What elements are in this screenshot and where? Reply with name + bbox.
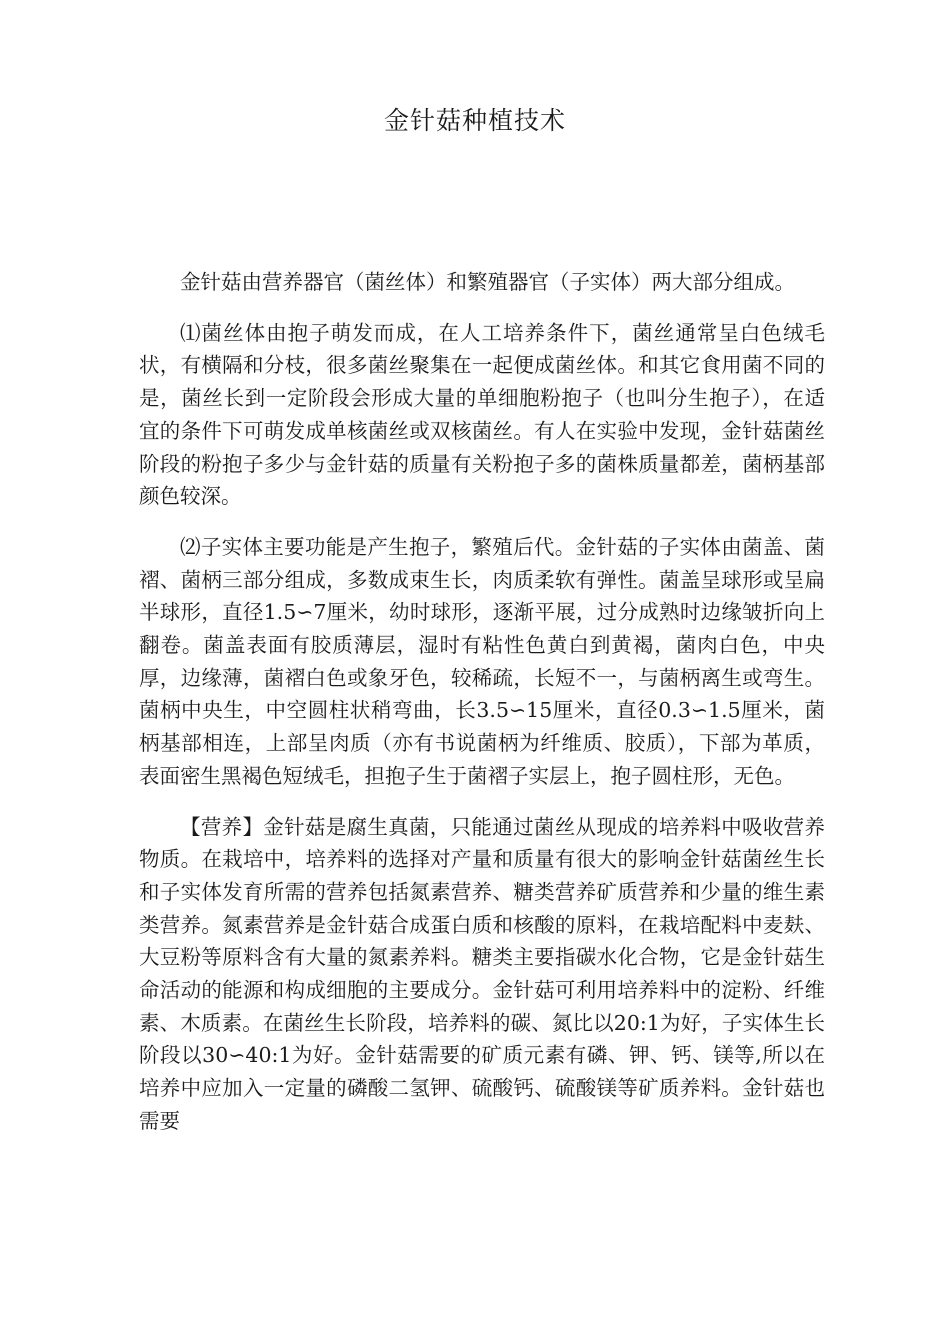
paragraph-mycelium: ⑴菌丝体由抱子萌发而成，在人工培养条件下，菌丝通常呈白色绒毛状，有横隔和分枝，很多菌丝聚集在一起便成菌丝体。和其它食用菌不同的是，菌丝长到一定阶段会形成大量的单细胞粉抱子（也叫分生抱子），在适宜的条件下可萌发成单核菌丝或双核菌丝。有人在实验中发现，金针菇菌丝阶段的粉抱子多少与金针菇的质量有关粉抱子多的菌株质量都差，菌柄基部颜色较深。 xyxy=(139,320,825,509)
paragraph-intro: 金针菇由营养器官（菌丝体）和繁殖器官（子实体）两大部分组成。 xyxy=(180,270,795,294)
paragraph-nutrition: 【营养】金针菇是腐生真菌，只能通过菌丝从现成的培养料中吸收营养物质。在栽培中，培养料的选择对产量和质量有很大的影响金针菇菌丝生长和子实体发育所需的营养包括氮素营养、糖类营养矿质营养和少量的维生素类营养。氮素营养是金针菇合成蛋白质和核酸的原料，在栽培配料中麦麸、大豆粉等原料含有大量的氮素养料。糖类主要指碳水化合物，它是金针菇生命活动的能源和构成细胞的主要成分。金针菇可利用培养料中的淀粉、纤维素、木质素。在菌丝生长阶段，培养料的碳、氮比以20:1为好，子实体生长阶段以30∽40:1为好。金针菇需要的矿质元素有磷、钾、钙、镁等,所以在培养中应加入一定量的磷酸二氢钾、硫酸钙、硫酸镁等矿质养料。金针菇也需要 xyxy=(139,814,825,1133)
document-body xyxy=(139,266,825,1156)
paragraph-fruiting-body: ⑵子实体主要功能是产生抱子，繁殖后代。金针菇的子实体由菌盖、菌褶、菌柄三部分组成，多数成束生长，肉质柔软有弹性。菌盖呈球形或呈扁半球形，直径1.5∽7厘米，幼时球形，逐渐平展，过分成熟时边缘皱折向上翻卷。菌盖表面有胶质薄层，湿时有粘性色黄白到黄褐，菌肉白色，中央厚，边缘薄，菌褶白色或象牙色，较稀疏，长短不一，与菌柄离生或弯生。菌柄中央生，中空圆柱状稍弯曲，长3.5∽15厘米，直径0.3∽1.5厘米，菌柄基部相连，上部呈肉质（亦有书说菌柄为纤维质、胶质），下部为革质，表面密生黑褐色短绒毛，担抱子生于菌褶子实层上，抱子圆柱形，无色。 xyxy=(139,534,825,788)
document-title: 金针菇种植技术 xyxy=(383,106,566,135)
